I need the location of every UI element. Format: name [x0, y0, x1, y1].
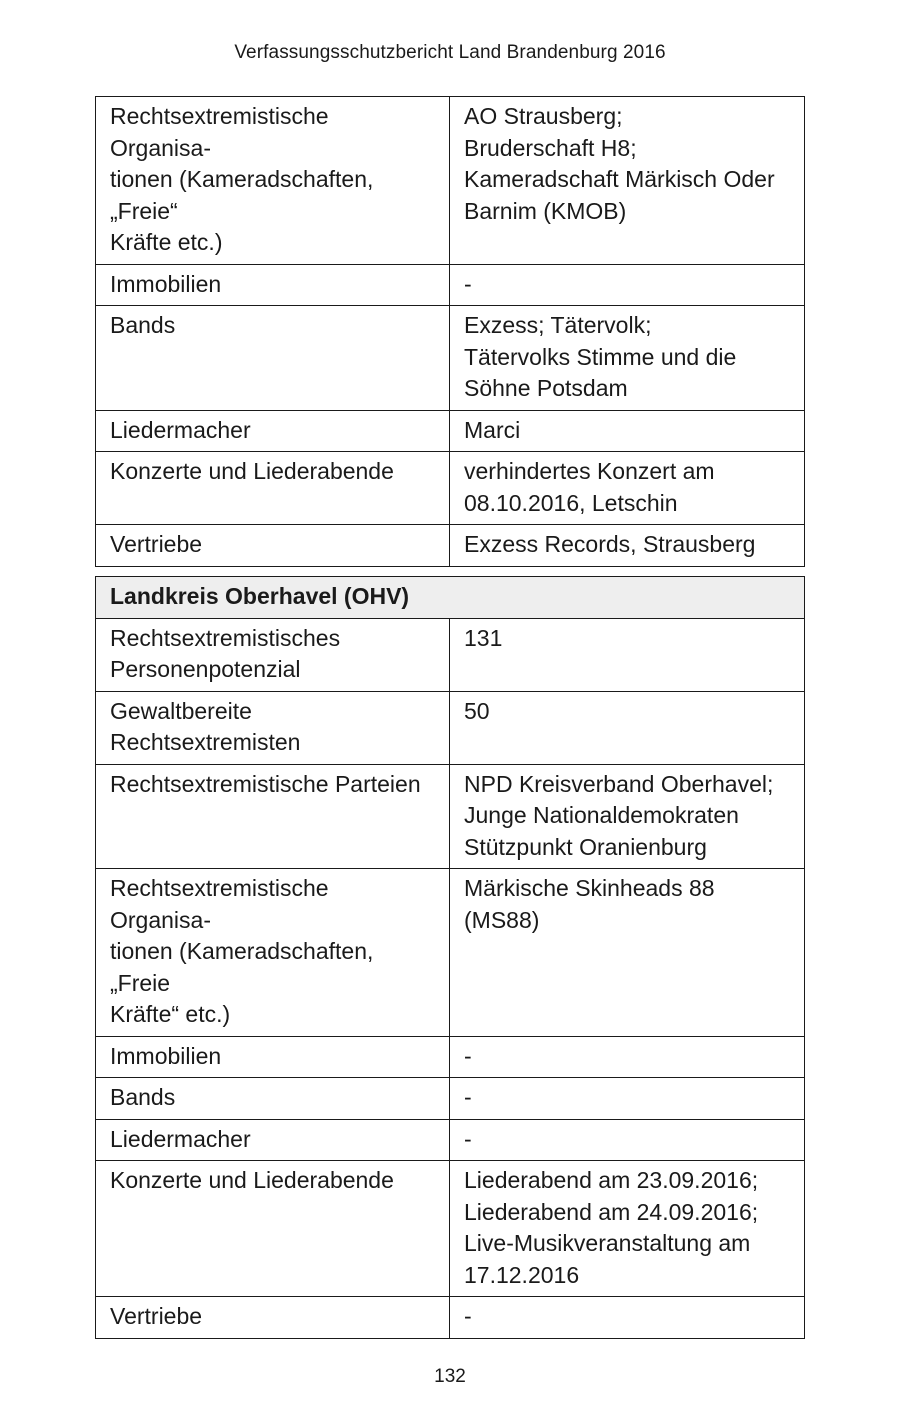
- row-label: Rechtsextremistische Organisa- tionen (Kameradschaften, „Freie Kräfte“ etc.): [96, 869, 450, 1037]
- table-row: [96, 525, 805, 567]
- row-label: Vertriebe: [96, 1297, 450, 1339]
- row-value: -: [450, 1078, 805, 1120]
- row-label: Bands: [96, 306, 450, 411]
- row-label: Rechtsextremistisches Personenpotenzial: [96, 618, 450, 691]
- table-row: [96, 452, 805, 525]
- row-value: -: [450, 1036, 805, 1078]
- row-label: Immobilien: [96, 1036, 450, 1078]
- row-label: Konzerte und Liederabende: [96, 452, 450, 525]
- row-label: Bands: [96, 1078, 450, 1120]
- table-row: [96, 306, 805, 411]
- table-header-row: [96, 577, 805, 619]
- table-row: [96, 1078, 805, 1120]
- table-row: [96, 1161, 805, 1297]
- table-row: [96, 1297, 805, 1339]
- row-label: Gewaltbereite Rechtsextremisten: [96, 691, 450, 764]
- row-label: Liedermacher: [96, 1119, 450, 1161]
- running-header: Verfassungsschutzbericht Land Brandenburg 2016: [234, 42, 666, 63]
- row-value: 50: [450, 691, 805, 764]
- table-row: [96, 410, 805, 452]
- row-label: Konzerte und Liederabende: [96, 1161, 450, 1297]
- row-value: Exzess Records, Strausberg: [450, 525, 805, 567]
- table-row: [96, 691, 805, 764]
- district-title: Landkreis Oberhavel (OHV): [96, 577, 805, 619]
- table-row: [96, 618, 805, 691]
- row-value: 131: [450, 618, 805, 691]
- row-value: Liederabend am 23.09.2016; Liederabend am 24.09.2016; Live-Musikveranstaltung am 17.12.2016: [450, 1161, 805, 1297]
- row-label: Liedermacher: [96, 410, 450, 452]
- row-value: AO Strausberg; Bruderschaft H8; Kameradschaft Märkisch Oder Barnim (KMOB): [450, 97, 805, 265]
- table-row: [96, 264, 805, 306]
- row-value: Marci: [450, 410, 805, 452]
- row-value: -: [450, 1119, 805, 1161]
- district-table-continued: [95, 96, 805, 567]
- table-row: [96, 869, 805, 1037]
- row-label: Vertriebe: [96, 525, 450, 567]
- row-value: verhindertes Konzert am 08.10.2016, Letschin: [450, 452, 805, 525]
- table-row: [96, 1119, 805, 1161]
- table-row: [96, 764, 805, 869]
- row-label: Rechtsextremistische Parteien: [96, 764, 450, 869]
- row-value: NPD Kreisverband Oberhavel; Junge Nationaldemokraten Stützpunkt Oranienburg: [450, 764, 805, 869]
- row-value: -: [450, 1297, 805, 1339]
- row-value: Exzess; Tätervolk; Tätervolks Stimme und die Söhne Potsdam: [450, 306, 805, 411]
- table-row: [96, 1036, 805, 1078]
- row-label: Immobilien: [96, 264, 450, 306]
- page-number: 132: [434, 1366, 466, 1387]
- row-value: -: [450, 264, 805, 306]
- district-table-oberhavel: [95, 576, 805, 1339]
- row-value: Märkische Skinheads 88 (MS88): [450, 869, 805, 1037]
- table-row: [96, 97, 805, 265]
- row-label: Rechtsextremistische Organisa- tionen (Kameradschaften, „Freie“ Kräfte etc.): [96, 97, 450, 265]
